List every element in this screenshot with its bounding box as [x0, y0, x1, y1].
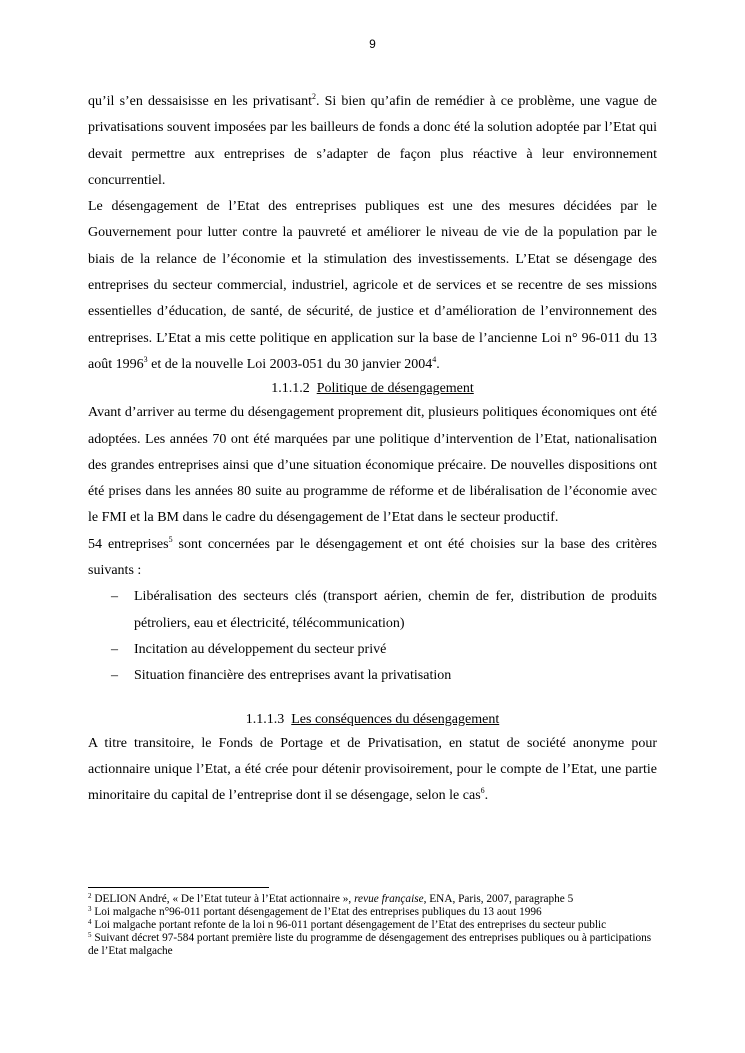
- paragraph-text: A titre transitoire, le Fonds de Portage et de Privatisation, en statut de société anonyme pour actionnaire unique l’Etat, a été crée pour détenir provisoirement, pour le compte de l’Etat, une partie minoritaire du capital de l’entreprise dont il se désengage, selon le cas: [88, 735, 657, 804]
- list-item-text: Libéralisation des secteurs clés (transport aérien, chemin de fer, distribution de produits pétroliers, eau et électricité, télécommunication): [134, 589, 657, 631]
- page-number: 9: [369, 37, 376, 51]
- list-item: [111, 663, 657, 689]
- list-item: [111, 637, 657, 663]
- footnote-2: [88, 893, 657, 906]
- section-heading-consequences: [88, 709, 657, 731]
- paragraph-fonds-portage: [88, 731, 657, 810]
- footnote-text: , ENA, Paris, 2007, paragraphe 5: [423, 893, 574, 905]
- paragraph-politiques-economiques: Avant d’arriver au terme du désengagement proprement dit, plusieurs politiques économiques ont été adoptées. Les années 70 ont été marquées par une politique d’intervention de l’Etat, nationalisation des grandes entreprises ainsi que d’une situation économique précaire. De nouvelles dispositions ont été prises dans les années 80 suite au programme de réforme et de libéralisation de l’économie avec le FMI et la BM dans le cadre du désengagement de l’Etat dans le secteur productif.: [88, 405, 657, 526]
- footnote-ref-5: 5: [168, 534, 173, 544]
- dash-marker: –: [111, 641, 118, 657]
- dash-marker: –: [111, 589, 118, 605]
- footnote-4: [88, 919, 657, 932]
- section-heading-politique: [88, 378, 657, 400]
- footnote-ref-3: 3: [143, 354, 148, 364]
- footnote-number: 2: [88, 892, 92, 900]
- footnote-text: Suivant décret 97-584 portant première liste du programme de désengagement des entreprises publiques ou à participations de l’Etat malgache: [88, 932, 652, 957]
- footnote-text: Loi malgache portant refonte de la loi n 96-011 portant désengagement de l’Etat des entreprises du secteur public: [94, 919, 607, 931]
- section-number: 1.1.1.2: [271, 381, 310, 397]
- footnotes: [88, 893, 657, 958]
- footnote-separator: [88, 887, 269, 888]
- footnote-5: [88, 932, 657, 958]
- criteria-list: [88, 584, 657, 689]
- footnote-text: Loi malgache n°96-011 portant désengagement de l’Etat des entreprises publiques du 13 aout 1996: [94, 906, 542, 918]
- paragraph-text: . Si bien qu’afin de remédier à ce problème, une vague de privatisations souvent imposées par les bailleurs de fonds a donc été la solution adoptée par l’Etat qui devait permettre aux entreprises de s’adapter de façon plus réactive à leur environnement concurrentiel.: [88, 94, 657, 188]
- section-title: Les conséquences du désengagement: [291, 711, 500, 727]
- footnote-ref-4: 4: [432, 354, 437, 364]
- paragraph-text: .: [436, 356, 440, 372]
- paragraph-text: et de la nouvelle Loi 2003-051 du 30 janvier 2004: [147, 356, 433, 372]
- paragraph-text: 54 entreprises: [88, 536, 169, 552]
- paragraph-text: .: [484, 788, 489, 804]
- paragraph-text: Le désengagement de l’Etat des entreprises publiques est une des mesures décidées par le Gouvernement pour lutter contre la pauvreté et améliorer le niveau de vie de la population par le biais de la relance de l’économie et la stimulation des investissements. L’Etat se désengage des entreprises du secteur commercial, industriel, agricole et de services et se recentre de ses missions essentielles d’éducation, de santé, de sécurité, de justice et d’amélioration de l’environnement des entreprises. L’Etat a mis cette politique en application sur la base de l’ancienne Loi n° 96-011 du 13 août 1996: [88, 199, 657, 372]
- footnote-text: DELION André, « De l’Etat tuteur à l’Etat actionnaire »,: [94, 893, 355, 905]
- paragraph-privatisation: [88, 89, 657, 194]
- spacer: [88, 690, 657, 709]
- paragraph-text: qu’il s’en dessaisisse en les privatisant: [88, 94, 312, 109]
- footnote-number: 3: [88, 905, 92, 913]
- section-title: Politique de désengagement: [316, 381, 474, 397]
- footnote-number: 4: [88, 918, 92, 926]
- list-item-text: Situation financière des entreprises avant la privatisation: [134, 668, 452, 684]
- paragraph-desengagement: [88, 194, 657, 378]
- footnote-italic: revue française: [354, 893, 424, 905]
- list-item: [111, 584, 657, 637]
- section-number: 1.1.1.3: [245, 711, 285, 727]
- paragraph-entreprises: [88, 532, 657, 585]
- body-text: [88, 89, 657, 809]
- paragraph-text: sont concernées par le désengagement et ont été choisies sur la base des critères suivants :: [88, 536, 657, 579]
- dash-marker: –: [111, 668, 118, 684]
- footnote-3: [88, 906, 657, 919]
- footnote-ref-2: 2: [311, 92, 316, 101]
- footnote-number: 5: [88, 931, 92, 939]
- list-item-text: Incitation au développement du secteur privé: [134, 641, 387, 657]
- footnote-ref-6: 6: [480, 786, 485, 796]
